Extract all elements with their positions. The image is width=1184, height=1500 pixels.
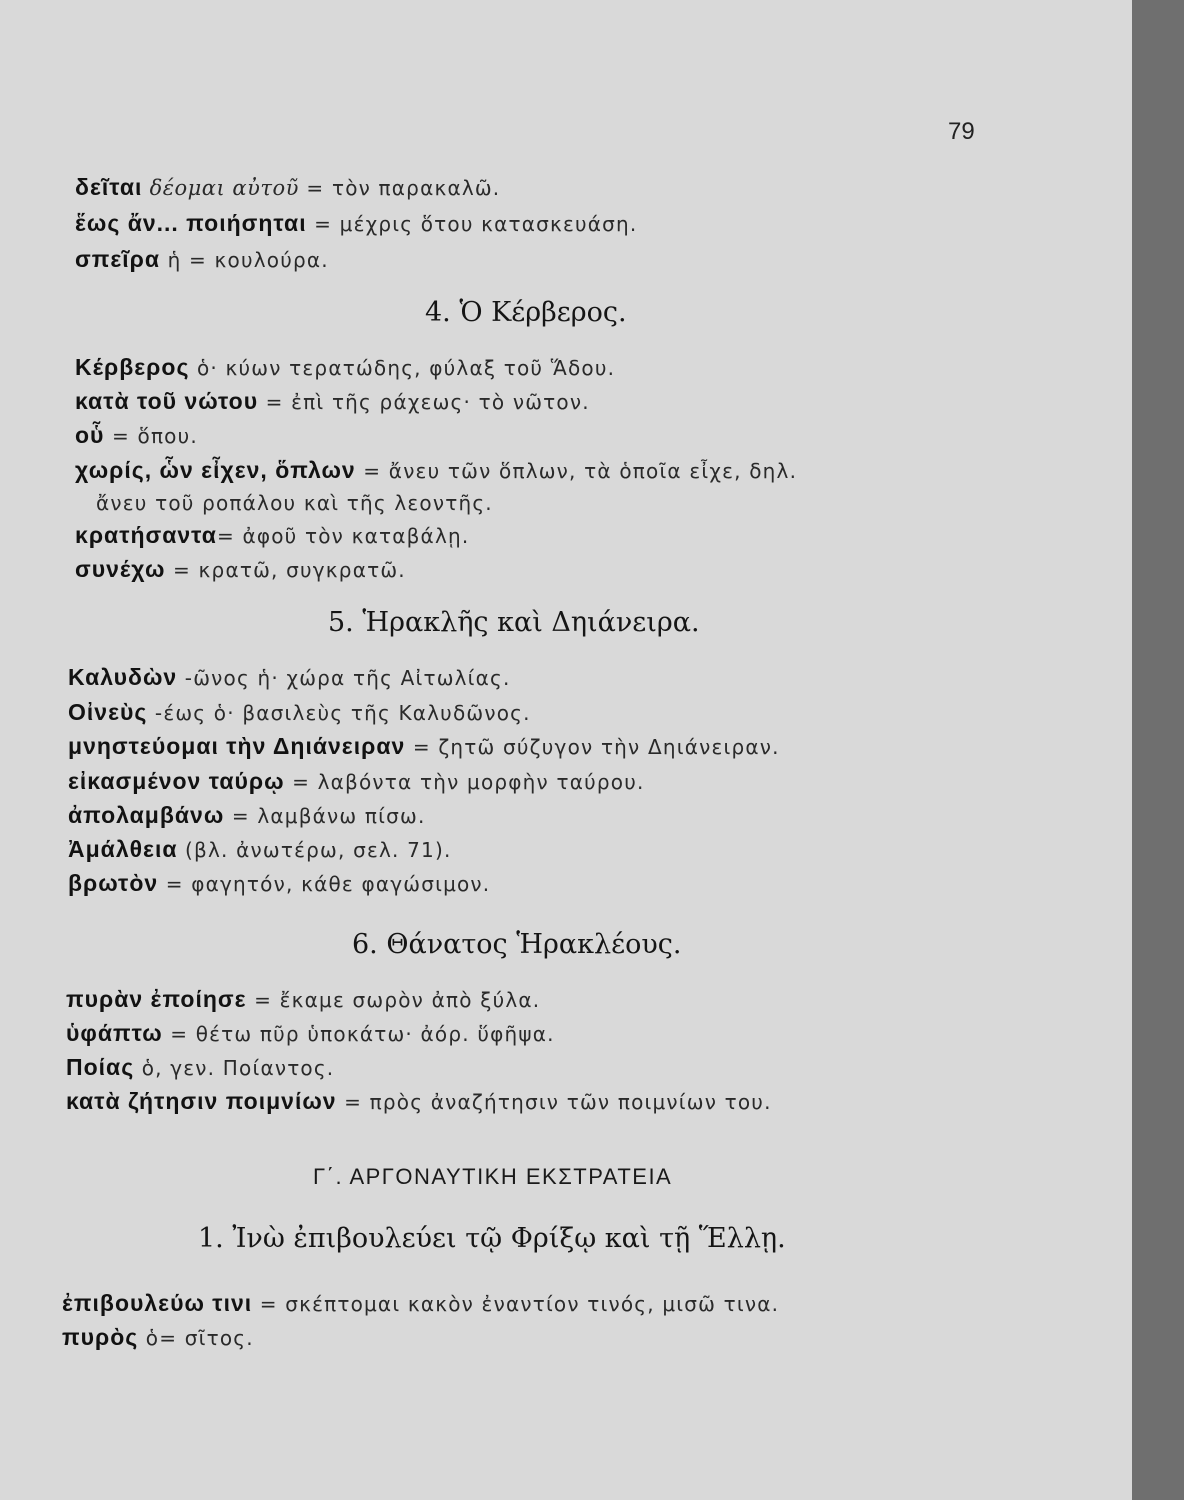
- entry-definition: = πρὸς ἀναζήτησιν τῶν ποιμνίων του.: [336, 1090, 772, 1114]
- entry-definition: = μέχρις ὅτου κατασκευάση.: [306, 212, 638, 236]
- entry-term: σπεῖρα: [75, 246, 161, 272]
- entry-synecho: [75, 554, 406, 586]
- entry-definition: = ἐπὶ τῆς ράχεως· τὸ νῶτον.: [258, 390, 590, 414]
- entry-term: Ποίας: [66, 1054, 135, 1080]
- entry-term: Καλυδὼν: [68, 664, 178, 690]
- section-heading-herakles-deianeira: 5. Ἡρακλῆς καὶ Δηιάνειρα.: [328, 607, 700, 638]
- entry-definition: (βλ. ἀνωτέρω, σελ. 71).: [177, 838, 452, 862]
- entry-definition-italic: δέομαι αὐτοῦ: [142, 176, 299, 200]
- entry-pyran: [66, 984, 540, 1016]
- entry-term: ἀπολαμβάνω: [68, 802, 225, 828]
- entry-speira: [75, 244, 329, 276]
- entry-term: ἐπιβουλεύω τινι: [62, 1290, 253, 1316]
- entry-apolambano: [68, 800, 426, 832]
- entry-eos-an: [75, 208, 638, 240]
- entry-definition: = ζητῶ σύζυγον τὴν Δηιάνειραν.: [405, 735, 780, 759]
- entry-definition: -ῶνος ἡ· χώρα τῆς Αἰτωλίας.: [177, 666, 511, 690]
- entry-term: συνέχω: [75, 556, 166, 582]
- entry-definition: = ἀφοῦ τὸν καταβάλῃ.: [216, 524, 470, 548]
- entry-term: κατὰ τοῦ νώτου: [75, 388, 259, 414]
- entry-definition: = λαμβάνω πίσω.: [224, 804, 426, 828]
- entry-definition: ἄνευ τοῦ ροπάλου καὶ τῆς λεοντῆς.: [96, 491, 493, 515]
- entry-epibouleuo: [62, 1288, 779, 1320]
- entry-oineus: [68, 697, 531, 729]
- entry-definition: ἡ = κουλούρα.: [160, 248, 329, 272]
- entry-term: πυρὸς: [62, 1324, 139, 1350]
- entry-definition: = φαγητόν, κάθε φαγώσιμον.: [158, 872, 491, 896]
- entry-choris: [75, 455, 797, 487]
- entry-definition: = τὸν παρακαλῶ.: [298, 176, 501, 200]
- entry-broton: [68, 868, 490, 900]
- entry-definition: ὁ, γεν. Ποίαντος.: [134, 1056, 335, 1080]
- entry-mnesteuomai: [68, 731, 780, 763]
- entry-term: εἰκασμένον ταύρῳ: [68, 768, 285, 794]
- entry-term: Οἰνεὺς: [68, 699, 148, 725]
- entry-kratesanta: [75, 520, 469, 552]
- entry-definition: = ἔκαμε σωρὸν ἀπὸ ξύλα.: [246, 988, 541, 1012]
- entry-kata-tou-notou: [75, 386, 590, 418]
- entry-term: Ἀμάλθεια: [68, 836, 178, 862]
- entry-definition: = κρατῶ, συγκρατῶ.: [165, 558, 406, 582]
- entry-term: βρωτὸν: [68, 870, 159, 896]
- section-heading-kerberos: 4. Ὁ Κέρβερος.: [425, 297, 627, 328]
- entry-term: οὗ: [75, 422, 105, 448]
- entry-definition: = ὅπου.: [104, 424, 198, 448]
- page-edge-shadow: [1132, 0, 1184, 1500]
- entry-choris-continuation: [96, 488, 493, 519]
- page-number: 79: [948, 118, 975, 145]
- entry-ou: [75, 420, 198, 452]
- entry-term: δεῖται: [75, 174, 143, 200]
- entry-term: πυρὰν ἐποίησε: [66, 986, 247, 1012]
- entry-term: μνηστεύομαι τὴν Δηιάνειραν: [68, 733, 406, 759]
- entry-term: ἕως ἄν... ποιήσηται: [75, 210, 307, 236]
- entry-kata-zetesin: [66, 1086, 772, 1118]
- entry-amaltheia: [68, 834, 452, 866]
- entry-kalydon: [68, 662, 511, 694]
- entry-term: κρατήσαντα: [75, 522, 217, 548]
- entry-definition: = σκέπτομαι κακὸν ἐναντίον τινός, μισῶ τινα.: [252, 1292, 780, 1316]
- entry-definition: -έως ὁ· βασιλεὺς τῆς Καλυδῶνος.: [147, 701, 531, 725]
- entry-definition: = θέτω πῦρ ὑποκάτω· ἀόρ. ὕφῆψα.: [162, 1022, 555, 1046]
- entry-deitai: [75, 172, 500, 204]
- entry-definition: = λαβόντα τὴν μορφὴν ταύρου.: [284, 770, 645, 794]
- entry-term: ὑφάπτω: [66, 1020, 163, 1046]
- entry-kerberos: [75, 352, 615, 384]
- entry-poias: [66, 1052, 334, 1084]
- entry-pyros: [62, 1322, 254, 1354]
- chapter-heading-argonautike: Γ΄. ΑΡΓΟΝΑΥΤΙΚΗ ΕΚΣΤΡΑΤΕΙΑ: [313, 1164, 673, 1189]
- entry-definition: ὁ= σῖτος.: [138, 1326, 254, 1350]
- entry-term: κατὰ ζήτησιν ποιμνίων: [66, 1088, 337, 1114]
- entry-yphapto: [66, 1018, 555, 1050]
- entry-term: Κέρβερος: [75, 354, 190, 380]
- entry-term: χωρίς, ὧν εἶχεν, ὅπλων: [75, 457, 356, 483]
- section-heading-thanatos: 6. Θάνατος Ἡρακλέους.: [352, 929, 682, 960]
- entry-definition: ὁ· κύων τερατώδης, φύλαξ τοῦ Ἅδου.: [189, 356, 616, 380]
- section-heading-ino: 1. Ἰνὼ ἐπιβουλεύει τῷ Φρίξῳ καὶ τῇ Ἕλλῃ.: [198, 1223, 786, 1254]
- entry-eikasmenon: [68, 766, 645, 798]
- entry-definition: = ἄνευ τῶν ὅπλων, τὰ ὁποῖα εἶχε, δηλ.: [355, 459, 798, 483]
